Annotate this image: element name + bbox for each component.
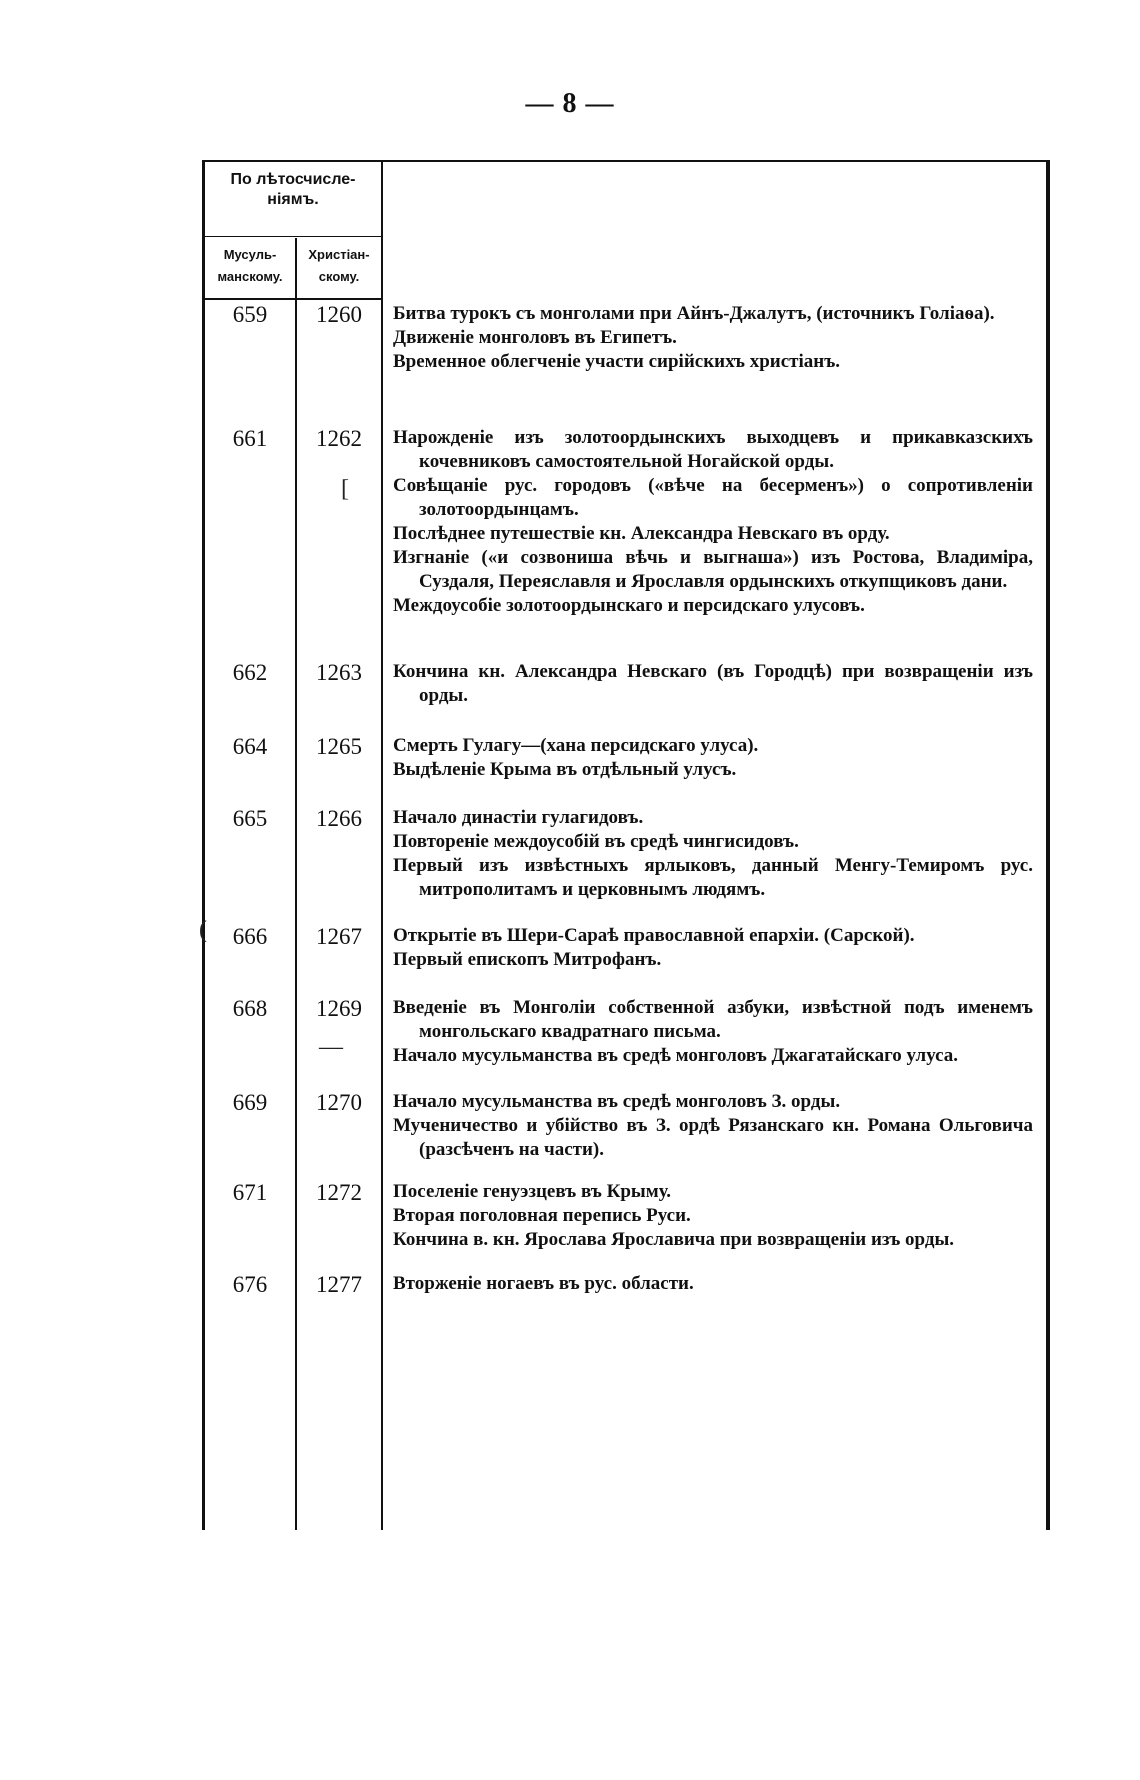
christian-year: 1269 xyxy=(316,996,362,1021)
event-list xyxy=(393,1090,1033,1162)
event-text: Послѣднее путешествіе кн. Александра Невскаго въ орду. xyxy=(393,523,890,544)
event-list xyxy=(393,1272,1033,1296)
muslim-year: 659 xyxy=(232,302,268,327)
event-list xyxy=(393,660,1033,708)
event-list xyxy=(393,734,1033,782)
header-christian-calendar: Христіанскому. xyxy=(308,247,370,284)
christian-year: 1262 xyxy=(316,426,362,451)
event-text: Смерть Гулагу—(хана персидскаго улуса). xyxy=(393,735,759,756)
muslim-year: 662 xyxy=(232,660,268,685)
christian-year: 1263 xyxy=(316,660,362,685)
christian-year: 1266 xyxy=(316,806,362,831)
event-text: Изгнаніе («и созвониша вѣчь и выгнаша») изъ Ростова, Владиміра, Суздаля, Переяславля и Ярославля ордынскихъ откупщиковъ дани. xyxy=(393,547,1033,592)
muslim-year: 669 xyxy=(232,1090,268,1115)
event-text: Поселеніе генуэзцевъ въ Крыму. xyxy=(393,1181,672,1202)
event-text: Первый епископъ Митрофанъ. xyxy=(393,949,662,970)
event-text: Открытіе въ Шери-Сараѣ православной епархіи. (Сарской). xyxy=(393,925,915,946)
event-text: Вторая поголовная перепись Руси. xyxy=(393,1205,691,1226)
muslim-year: 661 xyxy=(232,426,268,451)
muslim-year: 665 xyxy=(232,806,268,831)
muslim-year: 671 xyxy=(232,1180,268,1205)
event-text: Введеніе въ Монголіи собственной азбуки, извѣстной подъ именемъ монгольскаго квадратнаго письма. xyxy=(393,997,1033,1042)
chronology-table xyxy=(199,160,1050,1530)
event-list xyxy=(393,426,1033,618)
event-text: Мученичество и убійство въ З. ордѣ Рязанскаго кн. Романа Ольговича (разсѣченъ на части). xyxy=(393,1115,1033,1160)
muslim-year: 664 xyxy=(232,734,268,759)
christian-year: 1272 xyxy=(316,1180,362,1205)
muslim-year: 666 xyxy=(232,924,268,949)
margin-mark: [ xyxy=(341,476,349,502)
event-text: Вторженіе ногаевъ въ рус. области. xyxy=(393,1273,694,1294)
event-text: Выдѣленіе Крыма въ отдѣльный улусъ. xyxy=(393,759,737,780)
event-text: Начало мусульманства въ средѣ монголовъ З. орды. xyxy=(393,1091,841,1112)
event-text: Начало мусульманства въ средѣ монголовъ Джагатайскаго улуса. xyxy=(393,1045,959,1066)
event-text: Начало династіи гулагидовъ. xyxy=(393,807,644,828)
event-text: Первый изъ извѣстныхъ ярлыковъ, данный Менгу-Темиромъ рус. митрополитамъ и церковнымъ людямъ. xyxy=(393,855,1033,900)
christian-year: 1265 xyxy=(316,734,362,759)
christian-year: 1260 xyxy=(316,302,362,327)
event-text: Движеніе монголовъ въ Египетъ. xyxy=(393,327,677,348)
header-divider xyxy=(205,298,381,300)
christian-year: 1270 xyxy=(316,1090,362,1115)
event-list xyxy=(393,302,1033,374)
event-list xyxy=(393,996,1033,1068)
margin-mark: ( xyxy=(199,917,207,943)
page-number: — 8 — xyxy=(525,88,615,119)
christian-year: 1277 xyxy=(316,1272,362,1297)
event-list xyxy=(393,1180,1033,1252)
christian-year: 1267 xyxy=(316,924,362,949)
event-text: Временное облегченіе участи сирійскихъ христіанъ. xyxy=(393,351,841,372)
event-text: Междоусобіе золотоордынскаго и персидскаго улусовъ. xyxy=(393,595,865,616)
event-text: Кончина в. кн. Ярослава Ярославича при возвращеніи изъ орды. xyxy=(393,1229,955,1250)
event-text: Кончина кн. Александра Невскаго (въ Городцѣ) при возвращеніи изъ орды. xyxy=(393,661,1033,706)
muslim-year: 668 xyxy=(232,996,268,1021)
event-text: Битва турокъ съ монголами при Айнъ-Джалутъ, (источникъ Голіаѳа). xyxy=(393,303,995,324)
event-text: Повтореніе междоусобій въ средѣ чингисидовъ. xyxy=(393,831,799,852)
header-muslim-calendar: Мусульманскому. xyxy=(217,247,283,284)
margin-mark: — xyxy=(319,1034,343,1060)
muslim-year: 676 xyxy=(232,1272,268,1297)
event-text: Нарожденіе изъ золотоордынскихъ выходцевъ и прикавказскихъ кочевниковъ самостоятельной Ногайской орды. xyxy=(393,427,1033,472)
header-divider xyxy=(205,236,381,237)
event-list xyxy=(393,924,1033,972)
column-divider xyxy=(381,162,383,1530)
header-title: По лѣтосчисленіямъ. xyxy=(230,171,356,208)
event-text: Совѣщаніе рус. городовъ («вѣче на бесерменъ») о сопротивленіи золотоордынцамъ. xyxy=(393,475,1033,520)
event-list xyxy=(393,806,1033,902)
